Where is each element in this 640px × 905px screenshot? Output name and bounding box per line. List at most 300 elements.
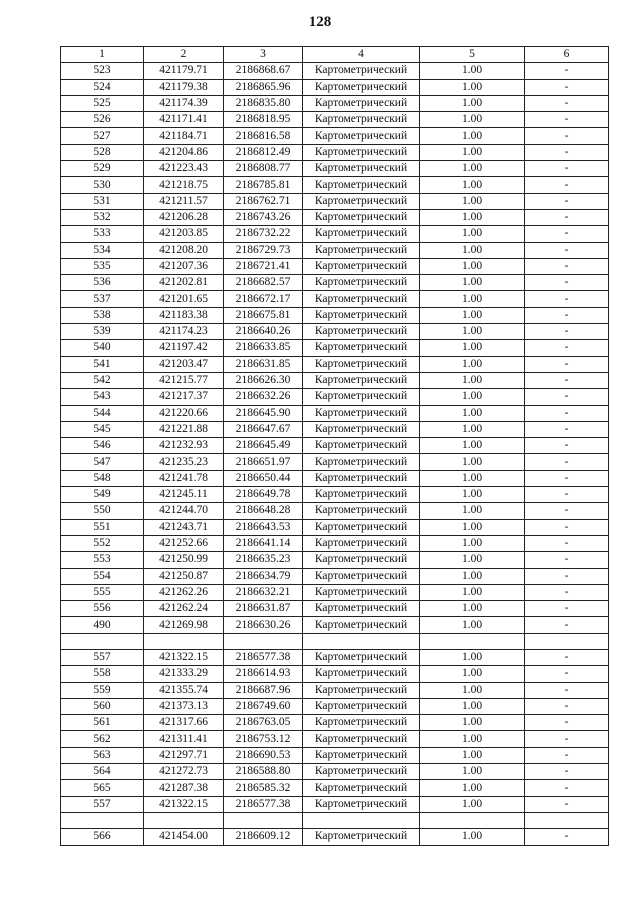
table-cell: 2186631.87 (224, 601, 303, 617)
table-cell: 552 (61, 535, 144, 551)
table-cell: 1.00 (420, 356, 525, 372)
table-cell: - (525, 242, 609, 258)
table-cell: 421211.57 (144, 193, 224, 209)
table-row (61, 552, 609, 568)
table-cell: 527 (61, 128, 144, 144)
table-cell: 533 (61, 226, 144, 242)
table-cell: 524 (61, 79, 144, 95)
table-row (61, 79, 609, 95)
table-cell: 1.00 (420, 372, 525, 388)
table-row (61, 470, 609, 486)
table-cell: 559 (61, 682, 144, 698)
table-row (61, 128, 609, 144)
table-cell: Картометрический (303, 829, 420, 845)
table-cell: 2186818.95 (224, 112, 303, 128)
table-cell: 1.00 (420, 438, 525, 454)
table-row (61, 421, 609, 437)
table-cell: 421454.00 (144, 829, 224, 845)
table-cell: 2186588.80 (224, 764, 303, 780)
table-cell: Картометрический (303, 144, 420, 160)
table-cell: - (525, 584, 609, 600)
table-cell: Картометрический (303, 552, 420, 568)
table-cell: Картометрический (303, 649, 420, 665)
table-cell: 1.00 (420, 79, 525, 95)
table-cell: Картометрический (303, 193, 420, 209)
table-cell: 557 (61, 649, 144, 665)
table-cell: 2186633.85 (224, 340, 303, 356)
table-cell: 1.00 (420, 389, 525, 405)
table-row (61, 682, 609, 698)
table-cell: Картометрический (303, 79, 420, 95)
table-cell: 1.00 (420, 209, 525, 225)
table-cell: 2186762.71 (224, 193, 303, 209)
table-cell: - (525, 666, 609, 682)
table-cell: 1.00 (420, 503, 525, 519)
table-cell: 2186630.26 (224, 617, 303, 633)
column-header: 6 (525, 47, 609, 63)
table-row (61, 535, 609, 551)
table-cell: 1.00 (420, 535, 525, 551)
table-body (61, 63, 609, 845)
table-cell: Картометрический (303, 780, 420, 796)
table-cell: - (525, 617, 609, 633)
table-cell: Картометрический (303, 226, 420, 242)
table-cell: Картометрический (303, 470, 420, 486)
table-cell: Картометрический (303, 95, 420, 111)
table-row (61, 372, 609, 388)
table-cell: - (525, 209, 609, 225)
table-row (61, 63, 609, 79)
table-row (61, 389, 609, 405)
table-cell: 421206.28 (144, 209, 224, 225)
table-cell: 421220.66 (144, 405, 224, 421)
table-cell: 1.00 (420, 649, 525, 665)
table-cell: 544 (61, 405, 144, 421)
table-cell: 2186808.77 (224, 161, 303, 177)
table-cell: 550 (61, 503, 144, 519)
table-cell: 1.00 (420, 63, 525, 79)
table-cell: 1.00 (420, 552, 525, 568)
table-row (61, 95, 609, 111)
table-cell: Картометрический (303, 63, 420, 79)
table-cell: Картометрический (303, 242, 420, 258)
table-cell (303, 633, 420, 649)
table-cell: 525 (61, 95, 144, 111)
table-cell: 2186650.44 (224, 470, 303, 486)
table-row (61, 796, 609, 812)
table-cell: 2186753.12 (224, 731, 303, 747)
table-row (61, 747, 609, 763)
table-row (61, 487, 609, 503)
table-cell: 535 (61, 258, 144, 274)
table-cell: 2186626.30 (224, 372, 303, 388)
table-row (61, 112, 609, 128)
table-cell: 421217.37 (144, 389, 224, 405)
table-cell: 548 (61, 470, 144, 486)
table-cell: 563 (61, 747, 144, 763)
table-cell: 1.00 (420, 698, 525, 714)
table-cell: Картометрический (303, 161, 420, 177)
table-cell: 547 (61, 454, 144, 470)
table-cell (144, 812, 224, 828)
table-cell: 523 (61, 63, 144, 79)
table-cell: 549 (61, 487, 144, 503)
table-cell: 557 (61, 796, 144, 812)
table-cell: 421235.23 (144, 454, 224, 470)
table-cell: 421203.85 (144, 226, 224, 242)
table-cell: 1.00 (420, 421, 525, 437)
table-cell: Картометрический (303, 601, 420, 617)
table-cell: - (525, 503, 609, 519)
table-cell: 421201.65 (144, 291, 224, 307)
table-cell: - (525, 698, 609, 714)
table-cell: - (525, 747, 609, 763)
table-cell: Картометрический (303, 275, 420, 291)
column-header: 2 (144, 47, 224, 63)
table-cell: 1.00 (420, 193, 525, 209)
table-cell: 1.00 (420, 731, 525, 747)
table-cell: 1.00 (420, 405, 525, 421)
table-cell: 421184.71 (144, 128, 224, 144)
table-cell: 421243.71 (144, 519, 224, 535)
table-cell: - (525, 649, 609, 665)
table-cell: 2186690.53 (224, 747, 303, 763)
table-cell: 1.00 (420, 682, 525, 698)
table-row (61, 649, 609, 665)
table-cell: Картометрический (303, 112, 420, 128)
table-row (61, 356, 609, 372)
table-cell: - (525, 63, 609, 79)
table-cell: 421203.47 (144, 356, 224, 372)
table-cell: 2186635.23 (224, 552, 303, 568)
table-cell: - (525, 535, 609, 551)
table-cell: - (525, 372, 609, 388)
table-cell: - (525, 79, 609, 95)
table-cell: 421208.20 (144, 242, 224, 258)
table-row (61, 307, 609, 323)
table-cell: Картометрический (303, 177, 420, 193)
table-cell: - (525, 601, 609, 617)
table-cell: 1.00 (420, 666, 525, 682)
table-cell: - (525, 438, 609, 454)
table-cell: 565 (61, 780, 144, 796)
table-row (61, 291, 609, 307)
table-cell: 529 (61, 161, 144, 177)
table-cell: - (525, 470, 609, 486)
table-cell: - (525, 829, 609, 845)
table-row (61, 340, 609, 356)
table-cell: - (525, 780, 609, 796)
table-row (61, 177, 609, 193)
table-cell: 2186729.73 (224, 242, 303, 258)
table-cell: 2186645.90 (224, 405, 303, 421)
table-row (61, 209, 609, 225)
table-cell: 421218.75 (144, 177, 224, 193)
table-cell: 2186632.21 (224, 584, 303, 600)
table-row (61, 438, 609, 454)
table-cell: 421250.99 (144, 552, 224, 568)
table-cell: 534 (61, 242, 144, 258)
table-cell: - (525, 128, 609, 144)
table-cell: Картометрический (303, 698, 420, 714)
table-cell: - (525, 291, 609, 307)
table-row (61, 780, 609, 796)
table-cell: 537 (61, 291, 144, 307)
table-cell: 421197.42 (144, 340, 224, 356)
table-cell: Картометрический (303, 568, 420, 584)
table-row (61, 226, 609, 242)
table-cell: - (525, 715, 609, 731)
table-cell: 1.00 (420, 829, 525, 845)
table-row (61, 666, 609, 682)
table-row (61, 601, 609, 617)
table-cell: 545 (61, 421, 144, 437)
table-cell: 421174.23 (144, 324, 224, 340)
table-cell: 421183.38 (144, 307, 224, 323)
table-cell: 1.00 (420, 601, 525, 617)
table-cell: 1.00 (420, 747, 525, 763)
table-row (61, 454, 609, 470)
table-cell: 551 (61, 519, 144, 535)
table-cell: 2186732.22 (224, 226, 303, 242)
table-cell: 2186785.81 (224, 177, 303, 193)
table-cell: 1.00 (420, 226, 525, 242)
table-cell: 2186641.14 (224, 535, 303, 551)
table-cell: 421262.26 (144, 584, 224, 600)
table-cell: 2186640.26 (224, 324, 303, 340)
table-cell: 1.00 (420, 617, 525, 633)
table-cell: 1.00 (420, 275, 525, 291)
table-cell (224, 812, 303, 828)
table-cell: - (525, 144, 609, 160)
table-cell (420, 812, 525, 828)
table-row (61, 568, 609, 584)
table-cell: 526 (61, 112, 144, 128)
table-cell: 1.00 (420, 454, 525, 470)
table-cell: 2186749.60 (224, 698, 303, 714)
table-cell: 543 (61, 389, 144, 405)
table-cell: Картометрический (303, 584, 420, 600)
table-cell (303, 812, 420, 828)
table-cell: 421287.38 (144, 780, 224, 796)
table-cell: 1.00 (420, 568, 525, 584)
table-cell: 2186649.78 (224, 487, 303, 503)
table-cell: 421179.38 (144, 79, 224, 95)
table-cell: Картометрический (303, 389, 420, 405)
table-cell: 1.00 (420, 112, 525, 128)
table-cell: 1.00 (420, 161, 525, 177)
table-cell: - (525, 112, 609, 128)
table-row (61, 161, 609, 177)
table-cell: Картометрический (303, 438, 420, 454)
table-cell: - (525, 258, 609, 274)
table-cell: Картометрический (303, 617, 420, 633)
table-cell: 1.00 (420, 291, 525, 307)
table-cell: 542 (61, 372, 144, 388)
table-cell: - (525, 356, 609, 372)
table-cell (525, 812, 609, 828)
table-cell: - (525, 552, 609, 568)
table-cell: 421269.98 (144, 617, 224, 633)
table-cell (61, 633, 144, 649)
table-cell: - (525, 796, 609, 812)
table-cell: 421252.66 (144, 535, 224, 551)
table-cell: 421204.86 (144, 144, 224, 160)
table-cell: - (525, 193, 609, 209)
table-header-row (61, 47, 609, 63)
table-cell: 553 (61, 552, 144, 568)
table-cell: Картометрический (303, 503, 420, 519)
table-cell: 2186868.67 (224, 63, 303, 79)
table-cell: Картометрический (303, 356, 420, 372)
table-row (61, 144, 609, 160)
table-cell: Картометрический (303, 372, 420, 388)
table-row (61, 519, 609, 535)
table-cell: 1.00 (420, 487, 525, 503)
table-cell: 421322.15 (144, 796, 224, 812)
table-cell: Картометрический (303, 454, 420, 470)
table-cell: 1.00 (420, 340, 525, 356)
table-cell: 421272.73 (144, 764, 224, 780)
page-number: 128 (308, 14, 332, 30)
table-cell: 2186577.38 (224, 796, 303, 812)
table-cell: 1.00 (420, 519, 525, 535)
table-cell (525, 633, 609, 649)
table-cell: 1.00 (420, 128, 525, 144)
table-cell: - (525, 389, 609, 405)
table-cell (224, 633, 303, 649)
table-row (61, 731, 609, 747)
table-cell: 564 (61, 764, 144, 780)
table-cell: 1.00 (420, 258, 525, 274)
table-cell: 532 (61, 209, 144, 225)
table-cell: 1.00 (420, 780, 525, 796)
table-row (61, 275, 609, 291)
table-cell: Картометрический (303, 682, 420, 698)
table-cell: 1.00 (420, 715, 525, 731)
table-cell: Картометрический (303, 796, 420, 812)
column-header: 3 (224, 47, 303, 63)
table-cell: - (525, 454, 609, 470)
table-cell: 421202.81 (144, 275, 224, 291)
table-cell: Картометрический (303, 519, 420, 535)
table-cell: 540 (61, 340, 144, 356)
table-cell: 2186643.53 (224, 519, 303, 535)
table-cell: - (525, 405, 609, 421)
table-cell: - (525, 340, 609, 356)
table-cell: 421262.24 (144, 601, 224, 617)
table-row (61, 617, 609, 633)
table-cell: 2186675.81 (224, 307, 303, 323)
table-cell: 2186816.58 (224, 128, 303, 144)
table-cell: 2186647.67 (224, 421, 303, 437)
table-cell: 1.00 (420, 796, 525, 812)
table-row (61, 812, 609, 828)
table-cell: 541 (61, 356, 144, 372)
table-row (61, 242, 609, 258)
table-cell: - (525, 275, 609, 291)
table-cell: 421232.93 (144, 438, 224, 454)
table-cell: 1.00 (420, 470, 525, 486)
table-cell (420, 633, 525, 649)
table-cell: 560 (61, 698, 144, 714)
table-row (61, 405, 609, 421)
table-cell: Картометрический (303, 209, 420, 225)
table-cell: Картометрический (303, 535, 420, 551)
table-cell: 1.00 (420, 95, 525, 111)
table-cell: 2186651.97 (224, 454, 303, 470)
table-cell: Картометрический (303, 128, 420, 144)
table-cell: 2186632.26 (224, 389, 303, 405)
table-cell: 546 (61, 438, 144, 454)
table-cell: 558 (61, 666, 144, 682)
table-cell: 421297.71 (144, 747, 224, 763)
table-cell: 2186648.28 (224, 503, 303, 519)
table-cell: 1.00 (420, 307, 525, 323)
table-cell: 531 (61, 193, 144, 209)
table-cell: Картометрический (303, 291, 420, 307)
table-cell: 1.00 (420, 242, 525, 258)
coordinates-table (60, 46, 609, 846)
table-cell: - (525, 226, 609, 242)
table-cell: 421317.66 (144, 715, 224, 731)
table-cell: Картометрический (303, 405, 420, 421)
column-header: 5 (420, 47, 525, 63)
table-cell: 421244.70 (144, 503, 224, 519)
table-cell: 2186835.80 (224, 95, 303, 111)
table-cell: Картометрический (303, 731, 420, 747)
table-cell: 421245.11 (144, 487, 224, 503)
table-cell: 1.00 (420, 324, 525, 340)
table-cell: - (525, 177, 609, 193)
table-cell: 421171.41 (144, 112, 224, 128)
table-cell: 556 (61, 601, 144, 617)
table-cell: 421221.88 (144, 421, 224, 437)
table-cell: 421355.74 (144, 682, 224, 698)
table-row (61, 633, 609, 649)
table-cell: 1.00 (420, 177, 525, 193)
table-cell: - (525, 764, 609, 780)
table-cell: Картометрический (303, 340, 420, 356)
table-row (61, 503, 609, 519)
table-cell: 421333.29 (144, 666, 224, 682)
table-cell: Картометрический (303, 747, 420, 763)
table-cell: Картометрический (303, 421, 420, 437)
table-cell: 421174.39 (144, 95, 224, 111)
table-cell (144, 633, 224, 649)
table-cell: 555 (61, 584, 144, 600)
table-cell: 421215.77 (144, 372, 224, 388)
table-cell: - (525, 324, 609, 340)
table-cell: 566 (61, 829, 144, 845)
table-cell: Картометрический (303, 324, 420, 340)
table-cell: 562 (61, 731, 144, 747)
table-row (61, 764, 609, 780)
table-cell: 554 (61, 568, 144, 584)
column-header: 1 (61, 47, 144, 63)
table-cell: - (525, 307, 609, 323)
table-cell: 421322.15 (144, 649, 224, 665)
table-cell: 2186577.38 (224, 649, 303, 665)
table-cell: 490 (61, 617, 144, 633)
table-row (61, 324, 609, 340)
table-cell: 2186763.05 (224, 715, 303, 731)
table-cell: 421250.87 (144, 568, 224, 584)
table-cell: 561 (61, 715, 144, 731)
table-cell: Картометрический (303, 258, 420, 274)
table-row (61, 715, 609, 731)
table-cell: 421241.78 (144, 470, 224, 486)
